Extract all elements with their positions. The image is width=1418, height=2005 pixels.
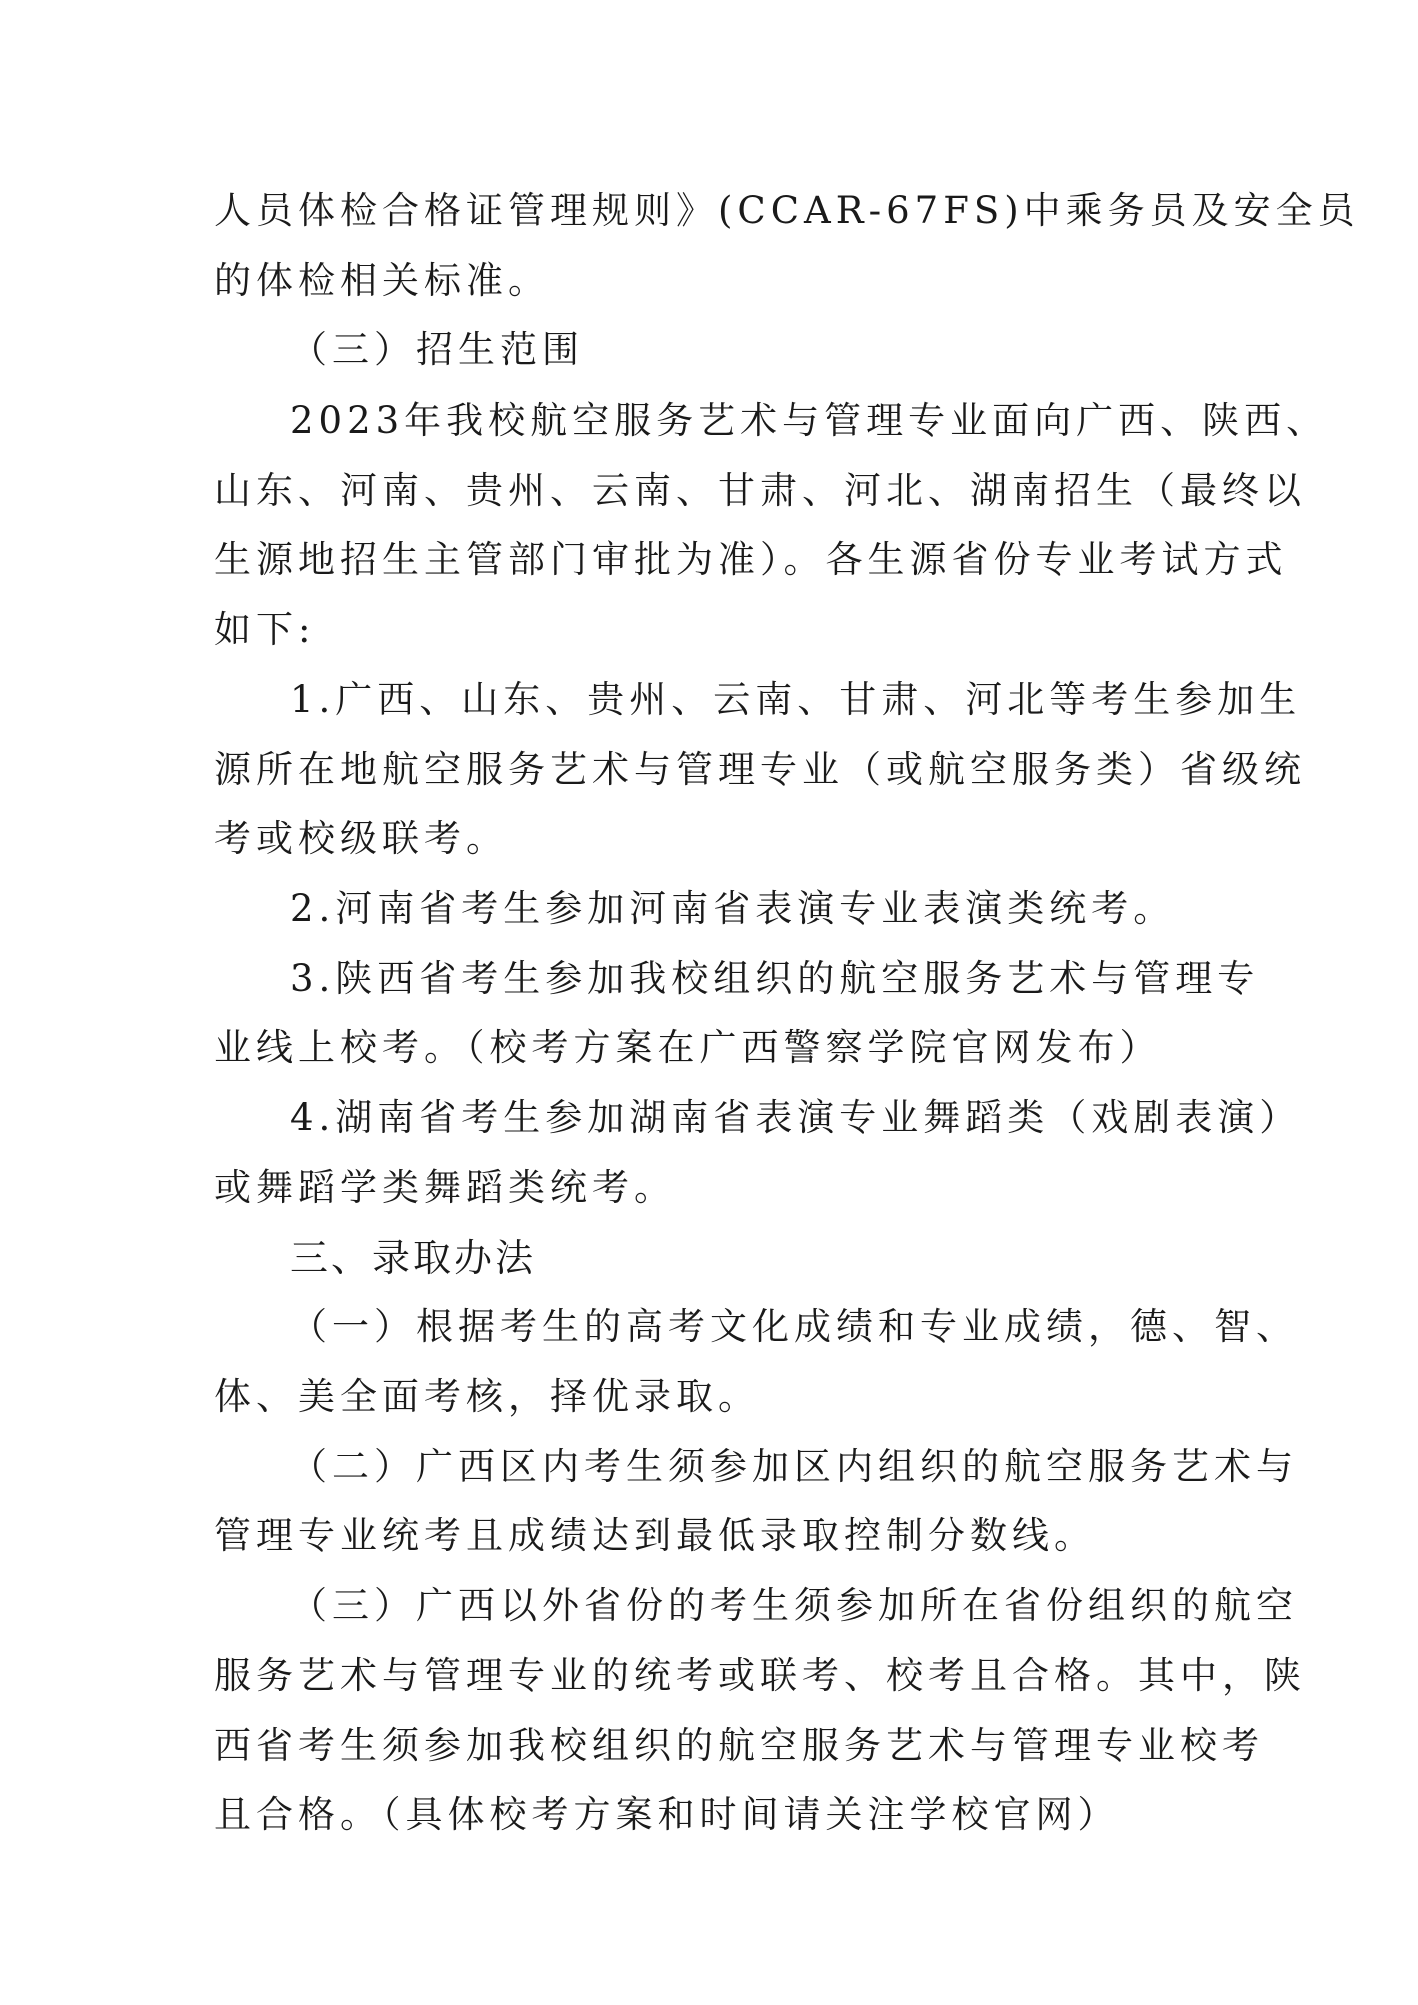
list-item-2: 2.河南省考生参加河南省表演专业表演类统考。 [290, 887, 1176, 930]
body-line: 考或校级联考。 [214, 817, 508, 860]
body-line: 服务艺术与管理专业的统考或联考、校考且合格。其中，陕 [214, 1654, 1306, 1697]
body-line: 管理专业统考且成绩达到最低录取控制分数线。 [214, 1514, 1096, 1557]
body-line: 且合格。（具体校考方案和时间请关注学校官网） [214, 1793, 1120, 1836]
list-item-4: 4.湖南省考生参加湖南省表演专业舞蹈类（戏剧表演） [290, 1096, 1302, 1139]
body-line: 山东、河南、贵州、云南、甘肃、河北、湖南招生（最终以 [214, 469, 1306, 512]
body-line: 体、美全面考核，择优录取。 [214, 1375, 760, 1418]
body-line: 业线上校考。（校考方案在广西警察学院官网发布） [214, 1026, 1162, 1069]
body-line: 如下: [214, 608, 316, 651]
body-line: 西省考生须参加我校组织的航空服务艺术与管理专业校考 [214, 1724, 1264, 1767]
body-line: 或舞蹈学类舞蹈类统考。 [214, 1166, 676, 1209]
body-line: 人员体检合格证管理规则》(CCAR-67FS)中乘务员及安全员 [214, 189, 1360, 232]
body-line: 源所在地航空服务艺术与管理专业（或航空服务类）省级统 [214, 748, 1306, 791]
list-item-1: 1.广西、山东、贵州、云南、甘肃、河北等考生参加生 [290, 678, 1302, 721]
body-line: （三）广西以外省份的考生须参加所在省份组织的航空 [290, 1584, 1298, 1627]
list-item-3: 3.陕西省考生参加我校组织的航空服务艺术与管理专 [290, 957, 1260, 1000]
body-line: （二）广西区内考生须参加区内组织的航空服务艺术与 [290, 1445, 1298, 1488]
body-line: 生源地招生主管部门审批为准）。各生源省份专业考试方式 [214, 538, 1288, 581]
body-line: 的体检相关标准。 [214, 259, 550, 302]
body-line: 2023年我校航空服务艺术与管理专业面向广西、陕西、 [290, 399, 1329, 442]
subsection-heading: （三）招生范围 [290, 328, 584, 371]
section-heading: 三、录取办法 [290, 1236, 537, 1280]
body-line: （一）根据考生的高考文化成绩和专业成绩，德、智、 [290, 1305, 1298, 1348]
